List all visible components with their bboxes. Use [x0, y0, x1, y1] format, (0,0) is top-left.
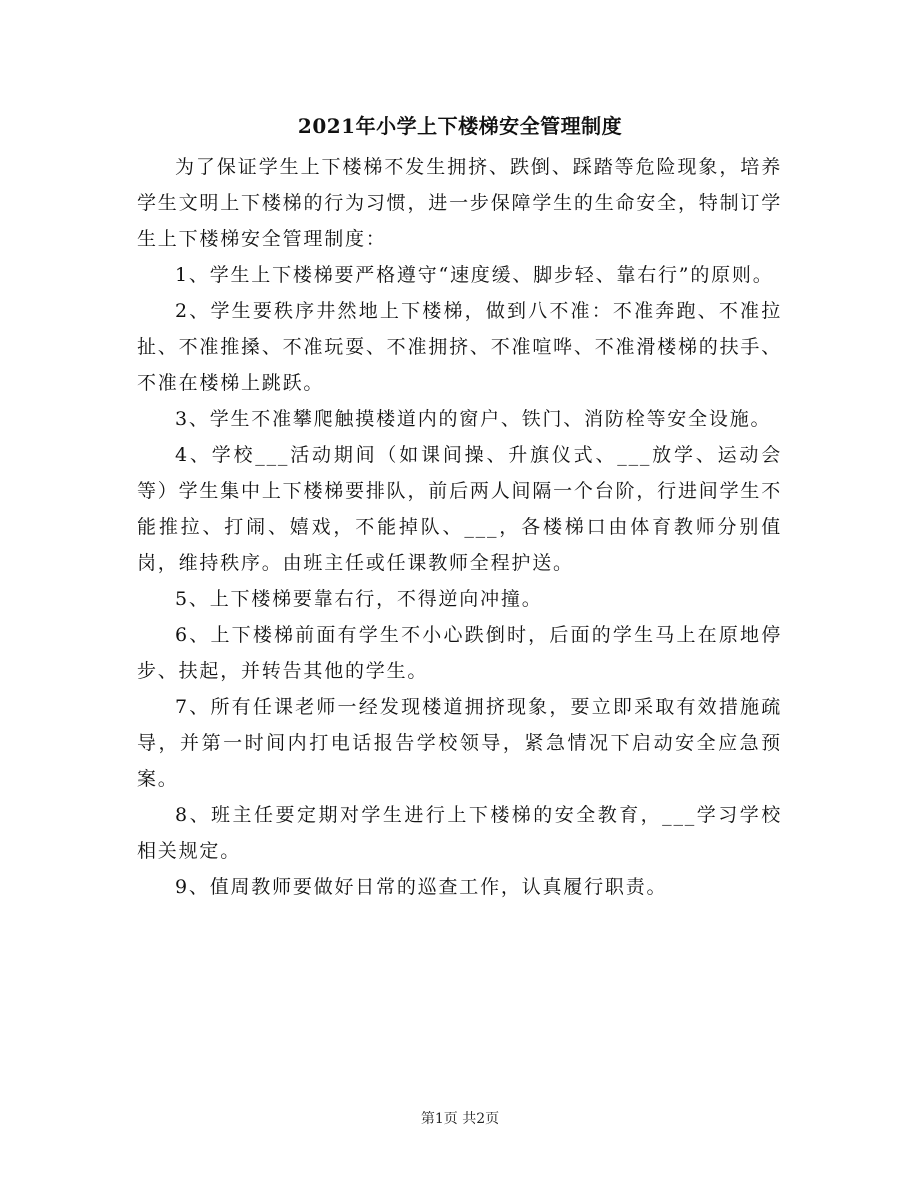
- document-title: 2021年小学上下楼梯安全管理制度: [297, 114, 623, 138]
- rule-item-5: 5、上下楼梯要靠右行，不得逆向冲撞。: [175, 588, 543, 610]
- rule-item-1: 1、学生上下楼梯要严格遵守“速度缓、脚步轻、靠右行”的原则。: [175, 264, 774, 286]
- rule-item-8: 8、班主任要定期对学生进行上下楼梯的安全教育，___学习学校相关规定。: [137, 804, 782, 862]
- rule-item-7: 7、所有任课老师一经发现楼道拥挤现象，要立即采取有效措施疏导，并第一时间内打电话报告学校领导，紧急情况下启动安全应急预案。: [137, 696, 782, 790]
- rule-item-3: 3、学生不准攀爬触摸楼道内的窗户、铁门、消防栓等安全设施。: [175, 408, 772, 430]
- rule-item-4: 4、学校___活动期间（如课间操、升旗仪式、___放学、运动会等）学生集中上下楼梯要排队，前后两人间隔一个台阶，行进间学生不能推拉、打闹、嬉戏，不能掉队、___，各楼梯口由体育教师分别值岗，维持秩序。由班主任或任课教师全程护送。: [137, 444, 782, 574]
- rule-item-6: 6、上下楼梯前面有学生不小心跌倒时，后面的学生马上在原地停步、扶起，并转告其他的学生。: [137, 624, 782, 682]
- document-body: [137, 149, 782, 905]
- page-number-footer: 第1页 共2页: [420, 1111, 500, 1127]
- rule-item-9: 9、值周教师要做好日常的巡查工作，认真履行职责。: [175, 876, 668, 898]
- rule-item-2: 2、学生要秩序井然地上下楼梯，做到八不准：不准奔跑、不准拉扯、不准推搡、不准玩耍、不准拥挤、不准喧哗、不准滑楼梯的扶手、不准在楼梯上跳跃。: [137, 300, 782, 394]
- intro-paragraph: 为了保证学生上下楼梯不发生拥挤、跌倒、踩踏等危险现象，培养学生文明上下楼梯的行为习惯，进一步保障学生的生命安全，特制订学生上下楼梯安全管理制度：: [137, 156, 782, 250]
